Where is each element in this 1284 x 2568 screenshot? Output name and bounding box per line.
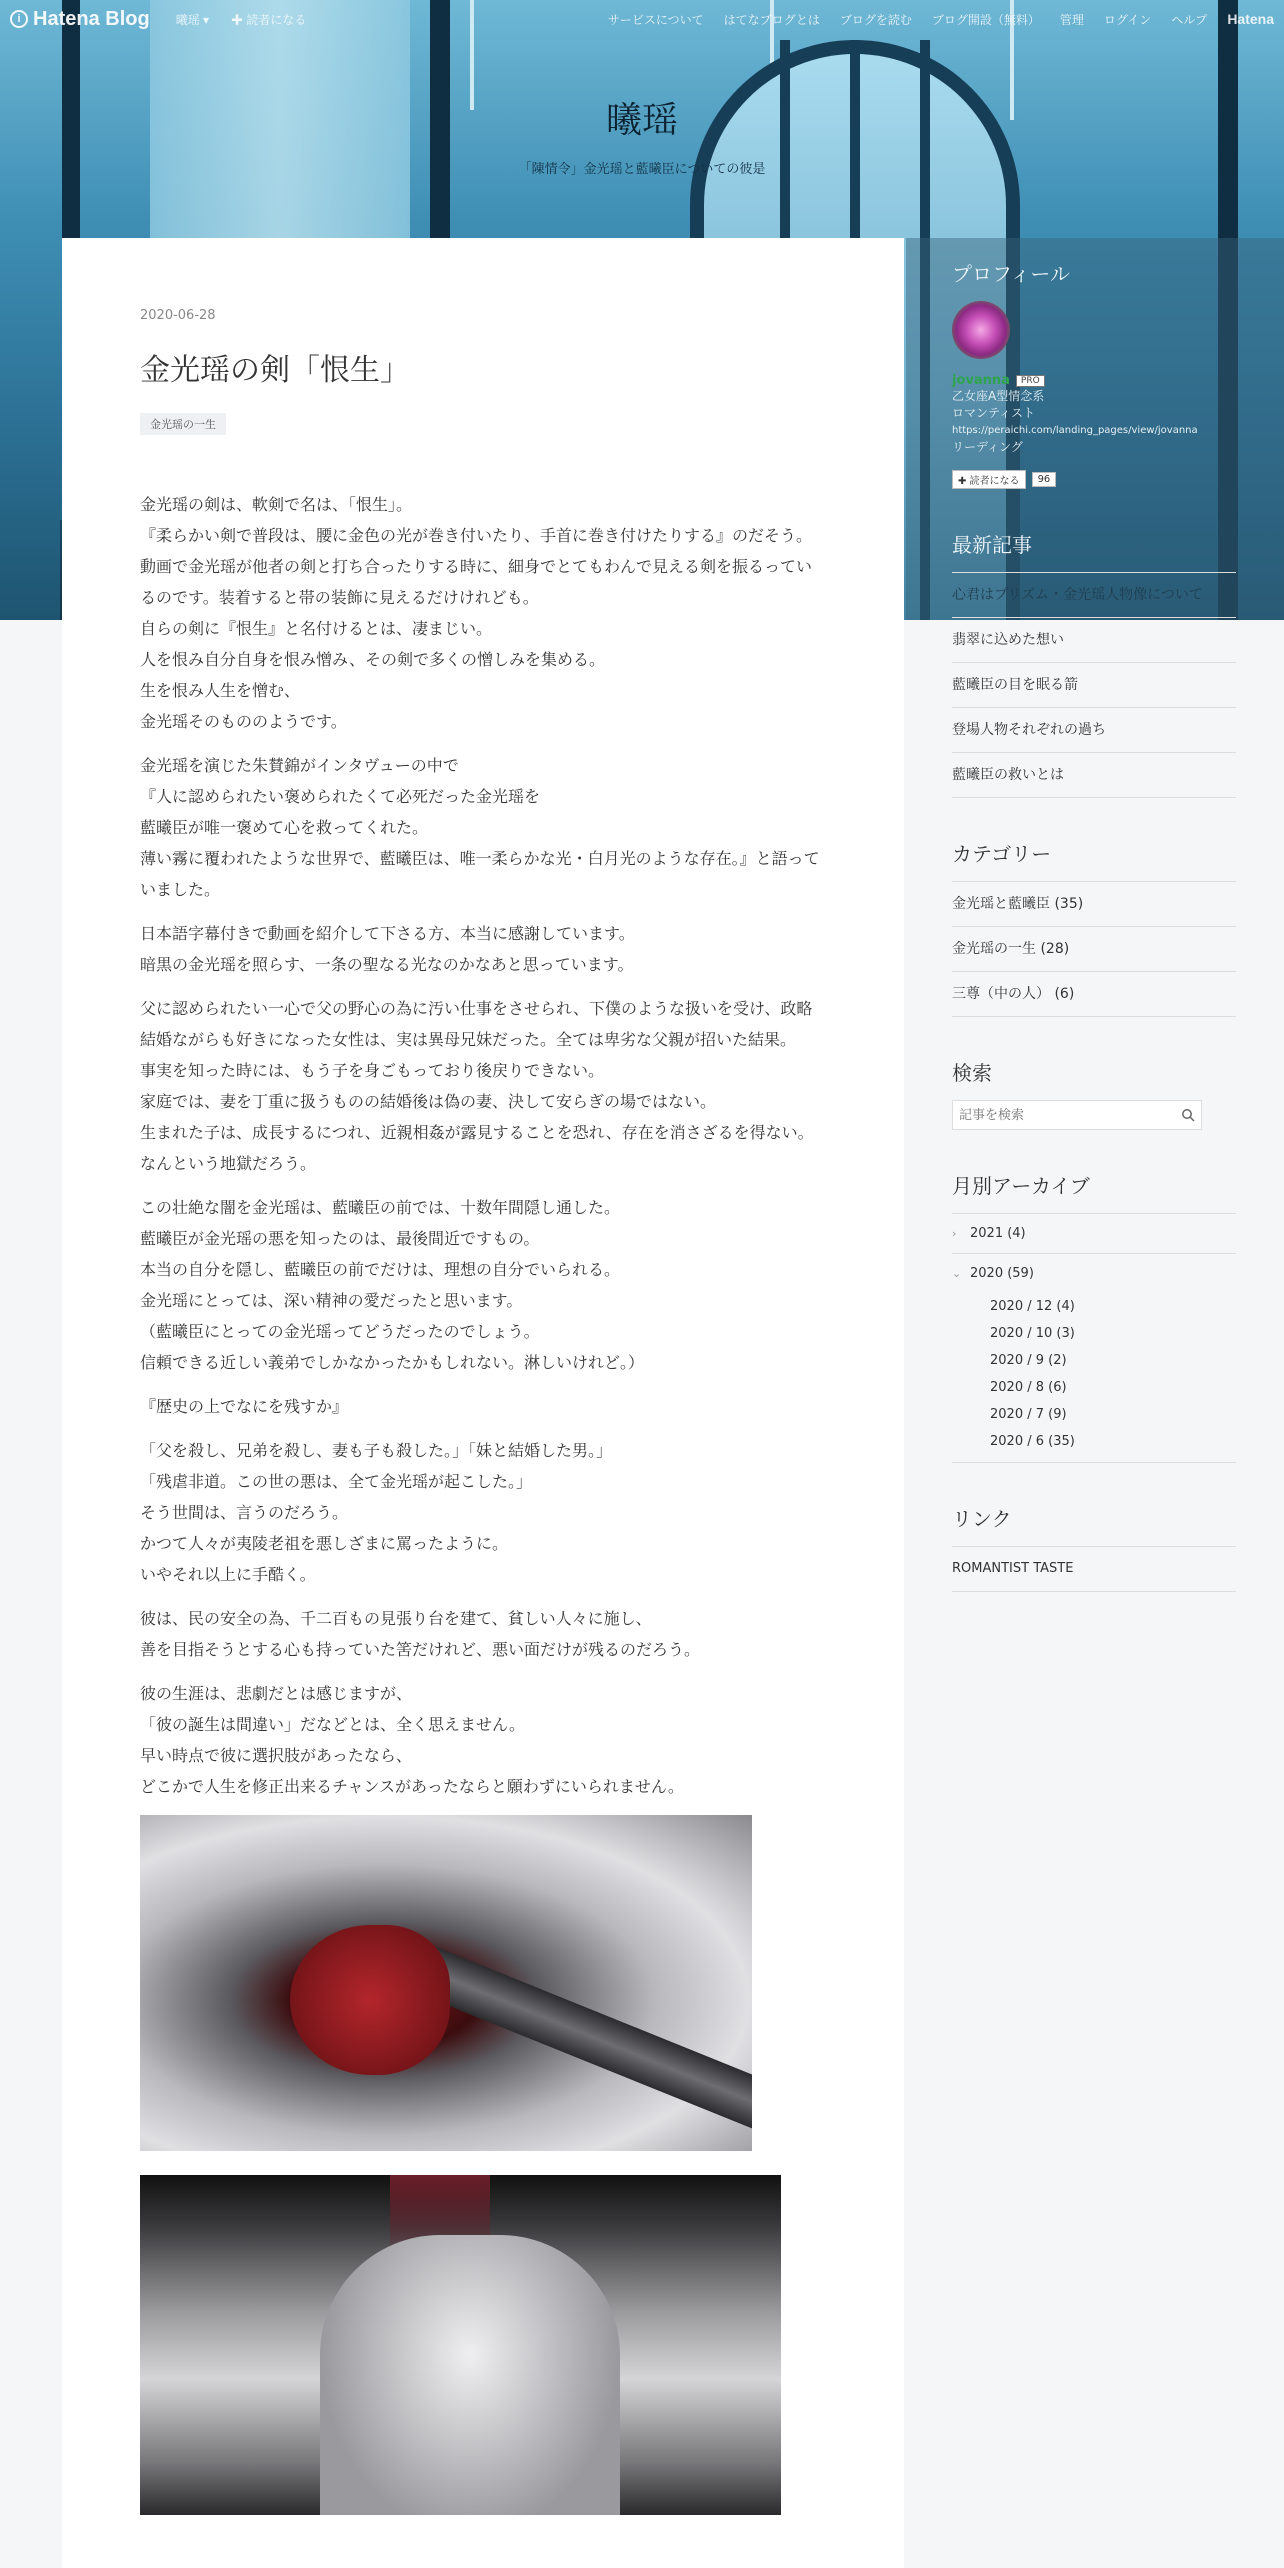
archive-title: 月別アーカイブ (952, 1174, 1090, 1198)
entry-body (140, 489, 826, 2515)
archive-month-link[interactable]: 2020 / 6 (35) (990, 1434, 1075, 1449)
text-line: この壮絶な闇を金光瑶は、藍曦臣の前では、十数年間隠し通した。 (140, 1198, 621, 1217)
external-link[interactable]: ROMANTIST TASTE (952, 1547, 1236, 1592)
hand (290, 1925, 450, 2075)
text-line: 「彼の誕生は間違い」だなどとは、全く思えません。 (140, 1715, 525, 1734)
text-line: 「残虐非道。この世の悪は、全て金光瑶が起こした。」 (140, 1472, 533, 1491)
profile-line: 乙女座A型情念系 (952, 389, 1045, 403)
recent-entry-link[interactable]: 翡翠に込めた想い (952, 618, 1236, 663)
search-box (952, 1100, 1202, 1130)
top-navbar (0, 0, 1284, 38)
paragraph (140, 489, 826, 737)
chevron-down-icon[interactable]: ⌄ (952, 1267, 962, 1280)
paragraph (140, 918, 826, 980)
category-list (952, 881, 1236, 1017)
text-line: 自らの剣に『恨生』と名付けるとは、凄まじい。 (140, 619, 493, 638)
link-list (952, 1546, 1236, 1592)
nav-link-help[interactable]: ヘルプ (1171, 12, 1208, 27)
text-line: 『人に認められたい褒められたくて必死だった金光瑶を (140, 787, 541, 806)
nav-link-about[interactable]: サービスについて (607, 12, 704, 27)
avatar[interactable] (952, 301, 1010, 359)
text-line: 薄い霧に覆われたような世界で、藍曦臣は、唯一柔らかな光・白月光のような存在。』と語っていました。 (140, 849, 820, 899)
search-title: 検索 (952, 1061, 992, 1085)
entry-date[interactable]: 2020-06-28 (140, 308, 216, 323)
paragraph (140, 1603, 826, 1665)
archive-month-link[interactable]: 2020 / 8 (6) (990, 1380, 1067, 1395)
subscribe-nav-button[interactable]: ✚ 読者になる (231, 12, 307, 27)
nav-link-what-is[interactable]: はてなブログとは (723, 12, 820, 27)
recent-list (952, 572, 1236, 798)
paragraph (140, 1192, 826, 1378)
text-line: 家庭では、妻を丁重に扱うものの結婚後は偽の妻、決して安らぎの場ではない。 (140, 1092, 717, 1111)
hatena-logo-icon: i (10, 10, 28, 28)
sword-blade (396, 1938, 752, 2142)
nav-link-login[interactable]: ログイン (1103, 12, 1152, 27)
archive-module (952, 1170, 1236, 1463)
text-line: なんという地獄だろう。 (140, 1154, 317, 1173)
archive-year-label[interactable]: 2020 (59) (970, 1266, 1034, 1281)
recent-entry-link[interactable]: 心君はプリズム・金光瑶人物像について (952, 573, 1236, 618)
category-link[interactable]: 三尊（中の人） (6) (952, 972, 1236, 1017)
subscriber-count: 96 (1032, 472, 1057, 487)
archive-year[interactable] (952, 1213, 1236, 1253)
text-line: 本当の自分を隠し、藍曦臣の前でだけは、理想の自分でいられる。 (140, 1260, 621, 1279)
main-article (62, 238, 904, 2568)
text-line: どこかで人生を修正出来るチャンスがあったならと願わずにいられません。 (140, 1777, 684, 1796)
text-line: 彼は、民の安全の為、千二百もの見張り台を建て、貧しい人々に施し、 (140, 1609, 652, 1628)
profile-name[interactable]: jovanna (952, 373, 1010, 388)
divider (952, 1455, 1236, 1463)
text-line: 『歴史の上でなにを残すか』 (140, 1397, 349, 1416)
hatena-blog-logo[interactable] (10, 8, 150, 31)
blog-menu-button[interactable]: 曦瑶 ▾ (175, 12, 210, 27)
archive-year[interactable] (952, 1253, 1236, 1293)
profile-title: プロフィール (952, 262, 1070, 286)
archive-year-label[interactable]: 2021 (4) (970, 1226, 1026, 1241)
text-line: 金光瑶そのもののようです。 (140, 712, 347, 731)
hatena-link[interactable]: Hatena (1227, 11, 1274, 27)
entry-title[interactable]: 金光瑶の剣「恨生」 (140, 353, 410, 388)
text-line: 早い時点で彼に選択肢があったなら、 (140, 1746, 412, 1765)
paragraph (140, 1435, 826, 1590)
recent-entries-module (952, 529, 1236, 798)
sidebar (906, 238, 1284, 2568)
recent-title: 最新記事 (952, 533, 1032, 557)
recent-entry-link[interactable]: 藍曦臣の目を眠る箭 (952, 663, 1236, 708)
category-link[interactable]: 金光瑶と藍曦臣 (35) (952, 882, 1236, 927)
archive-month-link[interactable]: 2020 / 12 (4) (990, 1299, 1075, 1314)
paragraph (140, 1391, 826, 1422)
text-line: 『柔らかい剣で普段は、腰に金色の光が巻き付いたり、手首に巻き付けたりする』のだそう。 (140, 526, 813, 545)
nav-link-admin[interactable]: 管理 (1059, 12, 1084, 27)
text-line: 金光瑶を演じた朱賛錦がインタヴューの中で (140, 756, 459, 775)
blog-title[interactable]: 曦瑶 (605, 100, 678, 141)
text-line: そう世間は、言うのだろう。 (140, 1503, 349, 1522)
text-line: 金光瑶にとっては、深い精神の愛だったと思います。 (140, 1291, 523, 1310)
paragraph (140, 750, 826, 905)
search-module (952, 1057, 1236, 1130)
text-line: 人を恨み自分自身を恨み憎み、その剣で多くの憎しみを集める。 (140, 650, 605, 669)
categories-module (952, 838, 1236, 1017)
profile-line: ロマンティスト (952, 406, 1036, 420)
logo-text: Hatena Blog (33, 7, 150, 30)
nav-left (176, 11, 307, 28)
text-line: 善を目指そうとする心も持っていた筈だけれど、悪い面だけが残るのだろう。 (140, 1640, 701, 1659)
text-line: 父に認められたい一心で父の野心の為に汚い仕事をさせられ、下僕のような扱いを受け、政略結婚ながらも好きになった女性は、実は異母兄妹だった。全ては卑劣な父親が招いた結果。 (140, 999, 813, 1049)
paragraph (140, 993, 826, 1179)
text-line: いやそれ以上に手酷く。 (140, 1565, 316, 1584)
text-line: 金光瑶の剣は、軟剣で名は、「恨生」。 (140, 495, 413, 514)
entry-photo-white-robe[interactable] (140, 2175, 781, 2515)
text-line: 信頼できる近しい義弟でしかなかったかもしれない。淋しいけれど。） (140, 1353, 645, 1372)
text-line: 「父を殺し、兄弟を殺し、妻も子も殺した。」「妹と結婚した男。」 (140, 1441, 613, 1460)
profile-name-row (952, 373, 1236, 388)
categories-title: カテゴリー (952, 842, 1052, 866)
text-line: 生まれた子は、成長するにつれ、近親相姦が露見することを恐れ、存在を消さざるを得ない。 (140, 1123, 814, 1142)
text-line: （藍曦臣にとっての金光瑶ってどうだったのでしょう。 (140, 1322, 540, 1341)
archive-month-link[interactable]: 2020 / 9 (2) (990, 1353, 1067, 1368)
text-line: 藍曦臣が唯一褒めて心を救ってくれた。 (140, 818, 429, 837)
search-input[interactable] (959, 1108, 1181, 1123)
profile-module (952, 258, 1236, 489)
links-module (952, 1503, 1236, 1592)
robe-figure (320, 2235, 620, 2515)
archive-month-link[interactable]: 2020 / 7 (9) (990, 1407, 1067, 1422)
pro-badge: PRO (1016, 375, 1045, 387)
nav-link-open-blog[interactable]: ブログ開設（無料） (931, 12, 1040, 27)
subscribe-row (952, 470, 1236, 489)
text-line: 暗黒の金光瑶を照らす、一条の聖なる光なのかなあと思っています。 (140, 955, 634, 974)
entry-photo-sword-hand[interactable] (140, 1815, 752, 2151)
text-line: かつて人々が夷陵老祖を悪しざまに罵ったように。 (140, 1534, 509, 1553)
text-line: 日本語字幕付きで動画を紹介して下さる方、本当に感謝しています。 (140, 924, 635, 943)
profile-line: リーディング (952, 440, 1023, 454)
blog-description: 「陳情令」金光瑶と藍曦臣についての彼是 (518, 162, 766, 177)
text-line: 藍曦臣が金光瑶の悪を知ったのは、最後間近ですもの。 (140, 1229, 540, 1248)
links-title: リンク (952, 1507, 1012, 1531)
subscribe-button[interactable]: ✚ 読者になる (952, 470, 1026, 489)
text-line: 彼の生涯は、悲劇だとは感じますが、 (140, 1684, 413, 1703)
category-tag[interactable]: 金光瑶の一生 (140, 413, 226, 435)
nav-link-read[interactable]: ブログを読む (839, 12, 912, 27)
recent-entry-link[interactable]: 登場人物それぞれの過ち (952, 708, 1236, 753)
profile-link[interactable]: https://peraichi.com/landing_pages/view/jovanna (952, 425, 1198, 436)
paragraph (140, 1678, 826, 1802)
category-link[interactable]: 金光瑶の一生 (28) (952, 927, 1236, 972)
nav-right (608, 11, 1274, 28)
recent-entry-link[interactable]: 藍曦臣の救いとは (952, 753, 1236, 798)
chevron-right-icon[interactable]: › (952, 1227, 957, 1240)
text-line: 動画で金光瑶が他者の剣と打ち合ったりする時に、細身でとてもわんで見える剣を振るっているのです。装着すると帯の装飾に見えるだけけれども。 (140, 557, 813, 607)
search-icon[interactable] (1181, 1108, 1195, 1122)
text-line: 生を恨み人生を憎む、 (140, 681, 301, 700)
archive-month-link[interactable]: 2020 / 10 (3) (990, 1326, 1075, 1341)
text-line: 事実を知った時には、もう子を身ごもっており後戻りできない。 (140, 1061, 605, 1080)
